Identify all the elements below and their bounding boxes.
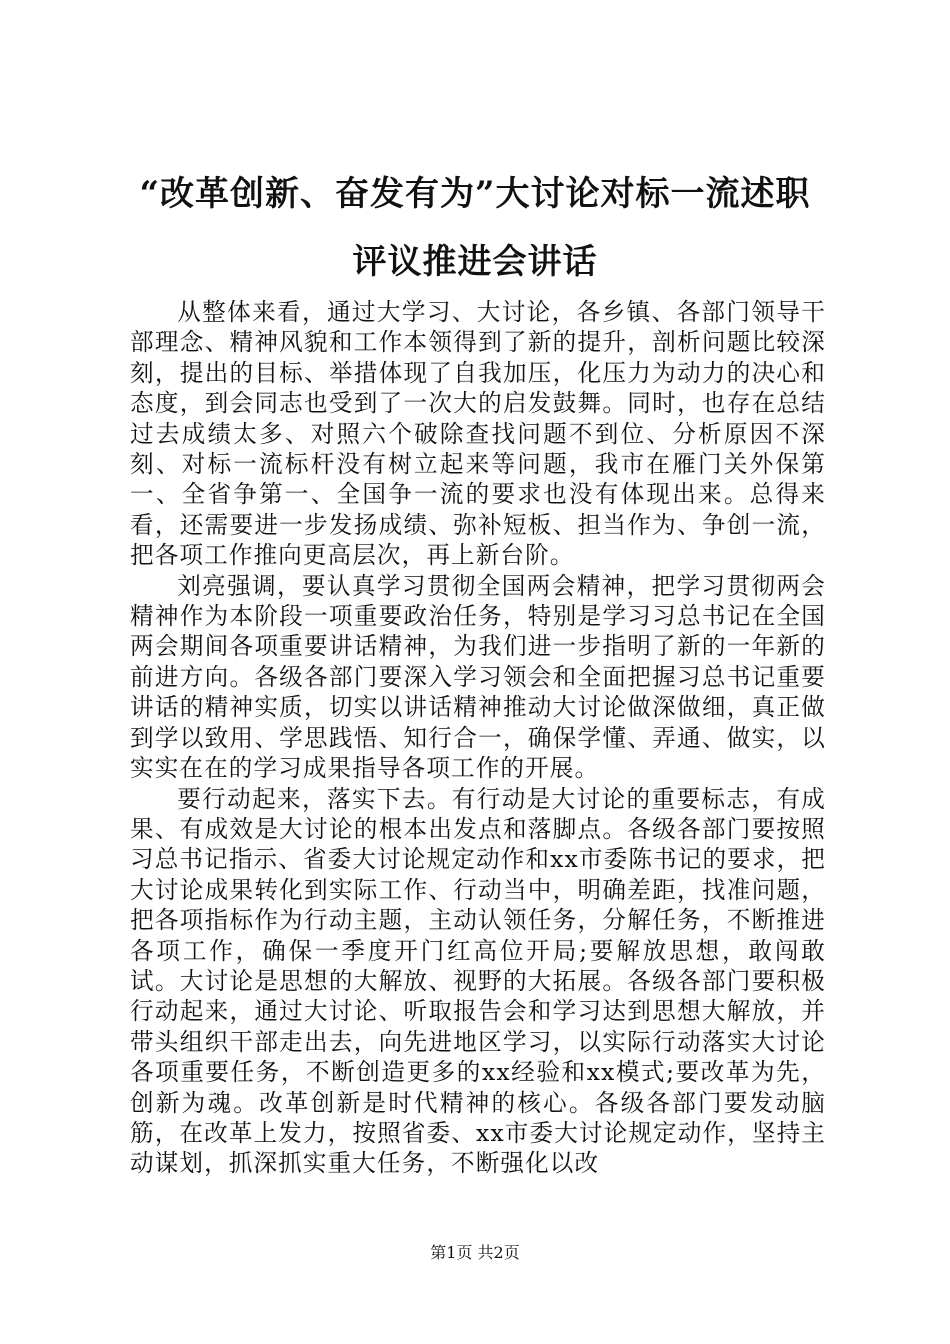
title-line-1: “改革创新、奋发有为”大讨论对标一流述职	[139, 174, 811, 214]
title-line-2: 评议推进会讲话	[352, 242, 598, 282]
document-title	[100, 160, 850, 296]
body-paragraph: 从整体来看，通过大学习、大讨论，各乡镇、各部门领导干部理念、精神风貌和工作本领得到了新的提升，剖析问题比较深刻，提出的目标、举措体现了自我加压，化压力为动力的决心和态度，到会同志也受到了一次大的启发鼓舞。同时，也存在总结过去成绩太多、对照六个破除查找问题不到位、分析原因不深刻、对标一流标杆没有树立起来等问题，我市在雁门关外保第一、全省争第一、全国争一流的要求也没有体现出来。总得来看，还需要进一步发扬成绩、弥补短板、担当作为、争创一流，把各项工作推向更高层次，再上新台阶。	[130, 298, 826, 570]
document-body	[130, 297, 826, 1179]
body-paragraph: 刘亮强调，要认真学习贯彻全国两会精神，把学习贯彻两会精神作为本阶段一项重要政治任务，特别是学习习总书记在全国两会期间各项重要讲话精神，为我们进一步指明了新的一年新的前进方向。各级各部门要深入学习领会和全面把握习总书记重要讲话的精神实质，切实以讲话精神推动大讨论做深做细，真正做到学以致用、学思践悟、知行合一，确保学懂、弄通、做实，以实实在在的学习成果指导各项工作的开展。	[130, 571, 826, 783]
body-paragraph: 要行动起来，落实下去。有行动是大讨论的重要标志，有成果、有成效是大讨论的根本出发点和落脚点。各级各部门要按照习总书记指示、省委大讨论规定动作和xx市委陈书记的要求，把大讨论成果转化到实际工作、行动当中，明确差距，找准问题，把各项指标作为行动主题，主动认领任务，分解任务，不断推进各项工作，确保一季度开门红高位开局;要解放思想，敢闯敢试。大讨论是思想的大解放、视野的大拓展。各级各部门要积极行动起来，通过大讨论、听取报告会和学习达到思想大解放，并带头组织干部走出去，向先进地区学习，以实际行动落实大讨论各项重要任务，不断创造更多的xx经验和xx模式;要改革为先，创新为魂。改革创新是时代精神的核心。各级各部门要发动脑筋，在改革上发力，按照省委、xx市委大讨论规定动作，坚持主动谋划，抓深抓实重大任务，不断强化以改	[130, 784, 826, 1178]
page-number-footer: 第1页 共2页	[430, 1243, 520, 1262]
